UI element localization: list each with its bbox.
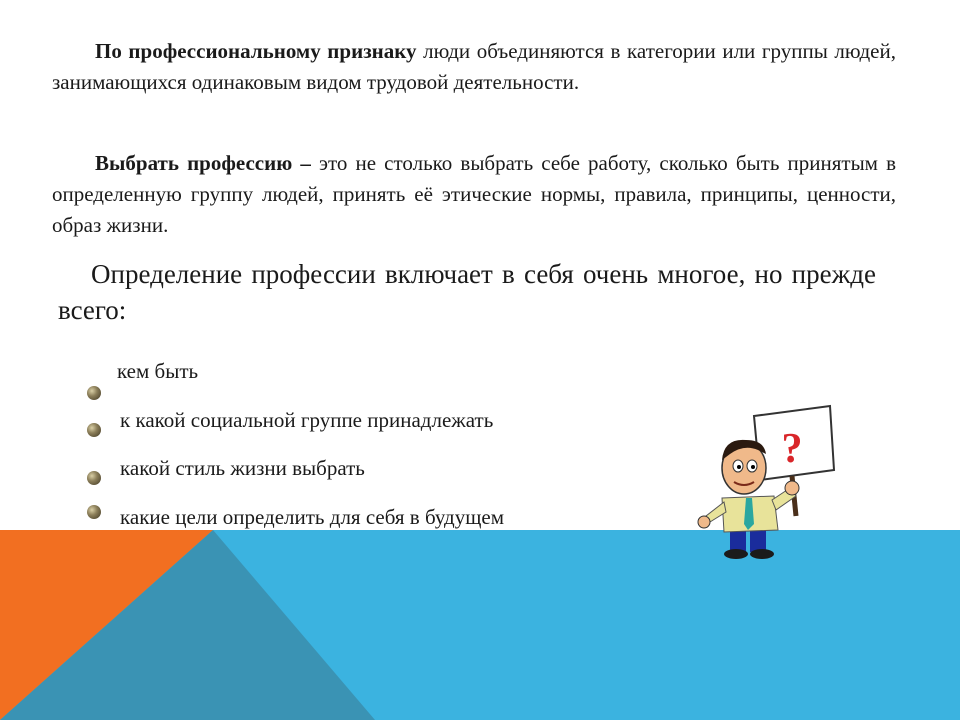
list-item: какие цели определить для себя в будущем xyxy=(120,505,504,529)
definition-heading: Определение профессии включает в себя очень многое, но прежде всего: xyxy=(58,259,876,325)
paragraph1-text: люди объединяются в категории или группы людей, занимающихся одинаковым видом трудовой деятельности. xyxy=(52,39,896,94)
paragraph-choose-profession xyxy=(52,148,896,241)
bullet-sphere-icon xyxy=(87,471,101,485)
paragraph2-text: это не столько выбрать себе работу, сколько быть принятым в определенную группу людей, принять её этические нормы, правила, принципы, ценности, образ жизни. xyxy=(52,151,896,237)
bullet-sphere-icon xyxy=(87,423,101,437)
list-item: к какой социальной группе принадлежать xyxy=(120,408,494,432)
bullet-sphere-icon xyxy=(87,386,101,400)
paragraph2-bold: Выбрать профессию – xyxy=(95,151,311,175)
list-item: какой стиль жизни выбрать xyxy=(120,456,365,480)
list-item: кем быть xyxy=(117,359,199,383)
question-sign-man-icon xyxy=(686,404,842,568)
svg-text:?: ? xyxy=(781,426,803,472)
paragraph-professional-criterion xyxy=(52,36,896,98)
bullet-sphere-icon xyxy=(87,505,101,519)
paragraph1-bold: По профессиональному признаку xyxy=(95,39,417,63)
